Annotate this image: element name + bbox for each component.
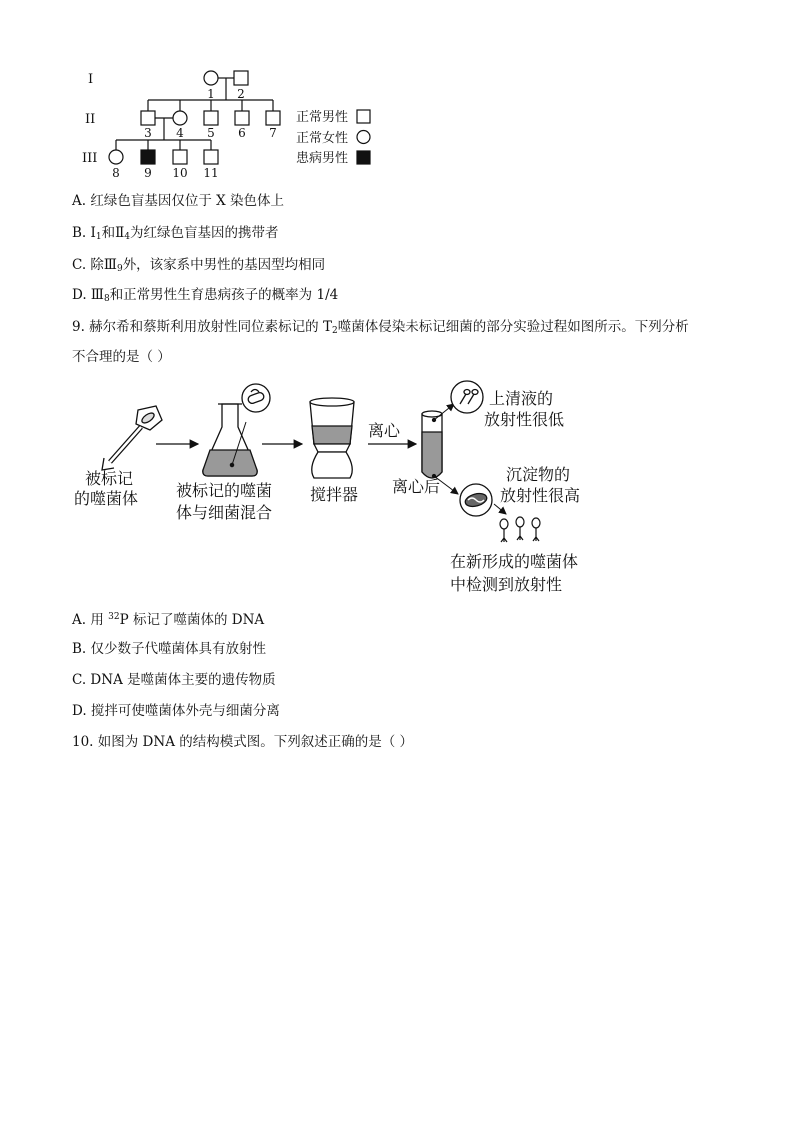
generation-label-2: II — [85, 112, 96, 127]
blender-icon — [310, 398, 354, 478]
individual-1-female — [204, 71, 218, 85]
number-11: 11 — [203, 166, 219, 180]
legend-normal-male: 正常男性 — [296, 110, 349, 125]
label-phage-line2: 的噬菌体 — [74, 489, 139, 508]
label-centrifuge: 离心 — [368, 421, 401, 440]
q8-option-a: A. 红绿色盲基因仅位于 X 染色体上 — [72, 193, 285, 209]
q8-option-d: D. $Ⅲ_8$和正常男性生育患病孩子的概率为 1/4 — [72, 287, 339, 304]
number-6: 6 — [238, 126, 246, 140]
label-phage-line1: 被标记 — [85, 469, 134, 488]
number-3: 3 — [144, 126, 152, 140]
individual-6-male — [235, 111, 249, 125]
legend-normal-female: 正常女性 — [296, 131, 349, 146]
q9-stem-line2: 不合理的是（ ） — [72, 349, 171, 365]
q9-option-c: C. DNA 是噬菌体主要的遗传物质 — [72, 672, 276, 688]
number-1: 1 — [207, 87, 215, 101]
legend-affected-male-icon — [357, 151, 370, 164]
q10-stem: 10. 如图为 DNA 的结构模式图。下列叙述正确的是（ ） — [72, 734, 414, 750]
label-mix-line1: 被标记的噬菌 — [176, 481, 273, 500]
generation-label-1: I — [88, 72, 94, 87]
label-supernatant-line2: 放射性很低 — [484, 410, 565, 429]
number-8: 8 — [112, 166, 120, 180]
individual-2-male — [234, 71, 248, 85]
number-7: 7 — [269, 126, 277, 140]
individual-5-male — [204, 111, 218, 125]
q8-option-c: C. 除$Ⅲ_9$外，该家系中男性的基因型均相同 — [72, 257, 326, 274]
label-new-phage-line1: 在新形成的噬菌体 — [450, 552, 579, 571]
individual-4-female — [173, 111, 187, 125]
label-sediment-line2: 放射性很高 — [500, 486, 581, 505]
q9-stem-line1: 9. 赫尔希和蔡斯利用放射性同位素标记的 $T_2$噬菌体侵染未标记细菌的部分实验过程如图所示。下列分析 — [72, 319, 689, 336]
number-2: 2 — [237, 87, 245, 101]
labeled-phage-icon — [102, 406, 162, 470]
individual-9-affected-male — [141, 150, 155, 164]
number-9: 9 — [144, 166, 152, 180]
label-blender: 搅拌器 — [310, 485, 359, 504]
legend-affected-male: 患病男性 — [296, 151, 349, 166]
label-supernatant-line1: 上清液的 — [489, 389, 554, 408]
q9-option-d: D. 搅拌可使噬菌体外壳与细菌分离 — [72, 703, 280, 719]
phage-experiment-figure — [70, 372, 630, 597]
legend-normal-female-icon — [357, 131, 370, 144]
individual-3-male — [141, 111, 155, 125]
label-sediment-line1: 沉淀物的 — [506, 465, 571, 484]
progeny-phages-icon — [500, 517, 540, 542]
pedigree-chart — [70, 62, 390, 182]
supernatant-phage-icon — [451, 381, 483, 413]
mixing-flask-icon — [203, 384, 270, 476]
individual-11-male — [204, 150, 218, 164]
number-5: 5 — [207, 126, 215, 140]
label-mix-line2: 体与细菌混合 — [176, 503, 273, 522]
number-10: 10 — [172, 166, 188, 180]
legend-normal-male-icon — [357, 110, 370, 123]
individual-10-male — [173, 150, 187, 164]
label-after-centrifuge: 离心后 — [392, 477, 441, 496]
generation-label-3: III — [82, 151, 98, 166]
number-4: 4 — [176, 126, 184, 140]
individual-8-female — [109, 150, 123, 164]
q9-option-b: B. 仅少数子代噬菌体具有放射性 — [72, 641, 267, 657]
individual-7-male — [266, 111, 280, 125]
q8-option-b: B. $I_1$和$Ⅱ_4$为红绿色盲基因的携带者 — [72, 225, 279, 242]
q9-option-a: A. 用 $^{32}$P 标记了噬菌体的 DNA — [72, 612, 265, 628]
label-new-phage-line2: 中检测到放射性 — [450, 575, 563, 594]
